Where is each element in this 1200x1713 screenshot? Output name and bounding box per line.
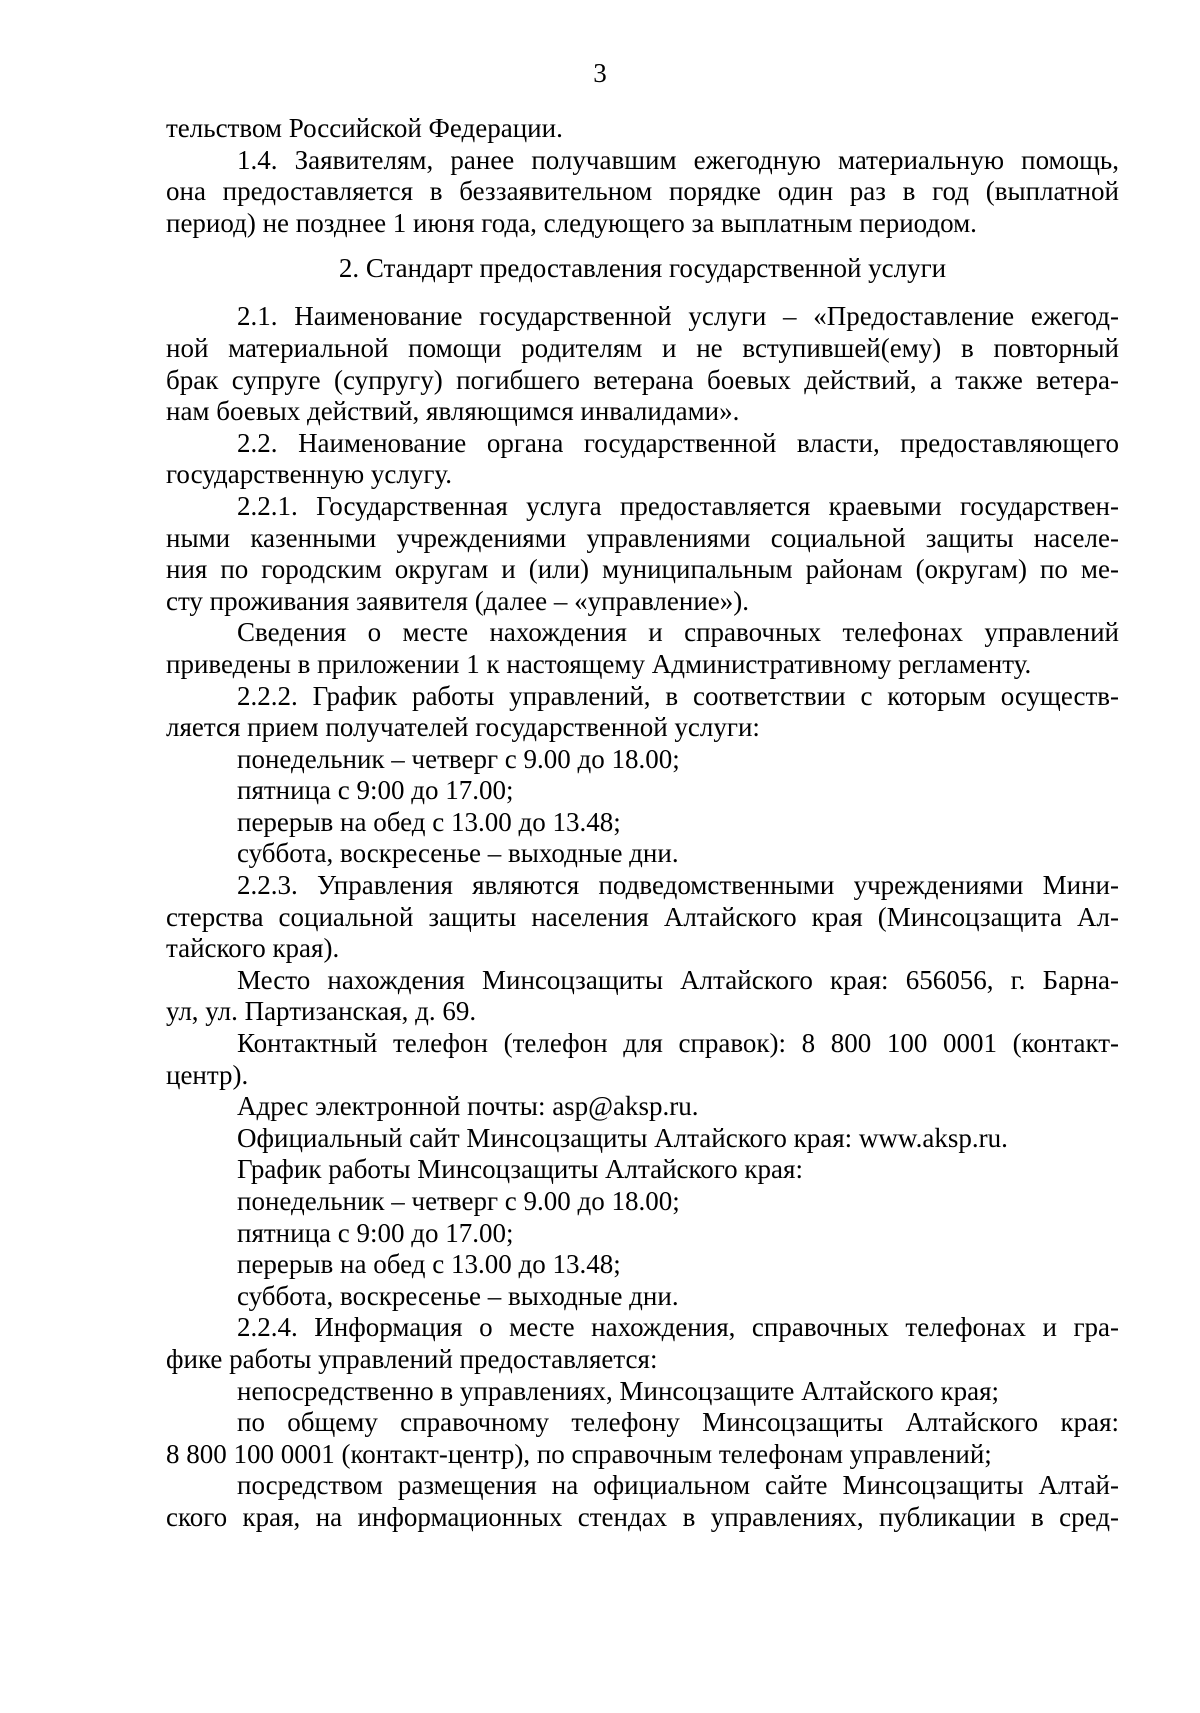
document-body xyxy=(166,113,1119,1534)
page-number: 3 xyxy=(593,58,607,88)
paragraph-2-1 xyxy=(166,301,1119,427)
text-line: ными казенными учреждениями управлениями социальной защиты населе- xyxy=(166,522,1119,553)
schedule-line: пятница с 9:00 до 17.00; xyxy=(237,1217,514,1248)
email-line: Адрес электронной почты: asp@aksp.ru. xyxy=(237,1091,699,1122)
text-line: государственную услугу. xyxy=(166,459,452,490)
paragraph-1-4 xyxy=(166,145,1119,240)
text-line: сту проживания заявителя (далее – «управление»). xyxy=(166,585,749,616)
schedule-line: суббота, воскресенье – выходные дни. xyxy=(237,1280,679,1311)
text-line: фике работы управлений предоставляется: xyxy=(166,1343,658,1374)
paragraph-2-2-1 xyxy=(166,491,1119,617)
text-line: 8 800 100 0001 (контакт-центр), по справочным телефонам управлений; xyxy=(166,1438,992,1469)
text-line: 2.2. Наименование органа государственной власти, предоставляющего xyxy=(237,427,1119,458)
text-line: центр). xyxy=(166,1059,249,1090)
schedule-line: суббота, воскресенье – выходные дни. xyxy=(237,838,679,869)
text-line: тайского края). xyxy=(166,933,340,964)
text-line: 2.2.2. График работы управлений, в соответствии с которым осуществ- xyxy=(237,680,1119,711)
text-line: стерства социальной защиты населения Алтайского края (Минсоцзащита Ал- xyxy=(166,901,1119,932)
text-line: График работы Минсоцзащиты Алтайского края: xyxy=(237,1154,803,1185)
text-line: ной материальной помощи родителям и не вступившей(ему) в повторный xyxy=(166,332,1119,363)
paragraph-phone-info xyxy=(166,1407,1119,1470)
paragraph-2-2-3 xyxy=(166,870,1119,965)
text-line: тельством Российской Федерации. xyxy=(166,113,563,143)
text-line: ляется прием получателей государственной услуги: xyxy=(166,712,760,743)
schedule-line: перерыв на обед с 13.00 до 13.48; xyxy=(237,806,621,837)
paragraph-phone xyxy=(166,1028,1119,1091)
text-line: ул, ул. Партизанская, д. 69. xyxy=(166,996,477,1027)
paragraph-2-2-2 xyxy=(166,681,1119,871)
text-line: посредством размещения на официальном сайте Минсоцзащиты Алтай- xyxy=(237,1470,1119,1501)
text-line: Сведения о месте нахождения и справочных телефонах управлений xyxy=(237,617,1119,648)
paragraph-offices-info xyxy=(166,617,1119,680)
text-line: 2.2.4. Информация о месте нахождения, справочных телефонах и гра- xyxy=(237,1312,1119,1343)
text-line: непосредственно в управлениях, Минсоцзащите Алтайского края; xyxy=(237,1375,1000,1406)
schedule-line: понедельник – четверг с 9.00 до 18.00; xyxy=(237,743,680,774)
text-line: 2.2.1. Государственная услуга предоставляется краевыми государствен- xyxy=(237,490,1119,521)
schedule-line: перерыв на обед с 13.00 до 13.48; xyxy=(237,1249,621,1280)
paragraph-address xyxy=(166,965,1119,1028)
paragraph-2-2 xyxy=(166,428,1119,491)
text-line: по общему справочному телефону Минсоцзащиты Алтайского края: xyxy=(237,1407,1119,1438)
text-line: 2.1. Наименование государственной услуги – «Предоставление ежегод- xyxy=(237,301,1119,332)
text-line: ского края, на информационных стендах в управлениях, публикации в сред- xyxy=(166,1501,1119,1532)
text-line: ния по городским округам и (или) муниципальным районам (округам) по ме- xyxy=(166,554,1119,585)
section-heading: 2. Стандарт предоставления государственной услуги xyxy=(338,253,947,284)
text-line: Место нахождения Минсоцзащиты Алтайского края: 656056, г. Барна- xyxy=(237,964,1119,995)
paragraph-2-2-4 xyxy=(166,1312,1119,1407)
website-line: Официальный сайт Минсоцзащиты Алтайского края: www.aksp.ru. xyxy=(237,1122,1008,1153)
paragraph-website-info xyxy=(166,1470,1119,1533)
text-line: приведены в приложении 1 к настоящему Административному регламенту. xyxy=(166,648,1032,679)
text-line: Контактный телефон (телефон для справок): 8 800 100 0001 (контакт- xyxy=(237,1028,1119,1059)
schedule-line: пятница с 9:00 до 17.00; xyxy=(237,775,514,806)
text-line: период) не позднее 1 июня года, следующего за выплатным периодом. xyxy=(166,207,977,238)
text-line: 2.2.3. Управления являются подведомственными учреждениями Мини- xyxy=(237,870,1119,901)
text-line: она предоставляется в беззаявительном порядке один раз в год (выплатной xyxy=(166,176,1119,207)
schedule-line: понедельник – четверг с 9.00 до 18.00; xyxy=(237,1186,680,1216)
text-line: нам боевых действий, являющимся инвалидами». xyxy=(166,396,740,427)
text-line: 1.4. Заявителям, ранее получавшим ежегодную материальную помощь, xyxy=(237,144,1119,175)
text-line: брак супруге (супругу) погибшего ветерана боевых действий, а также ветера- xyxy=(166,364,1119,395)
